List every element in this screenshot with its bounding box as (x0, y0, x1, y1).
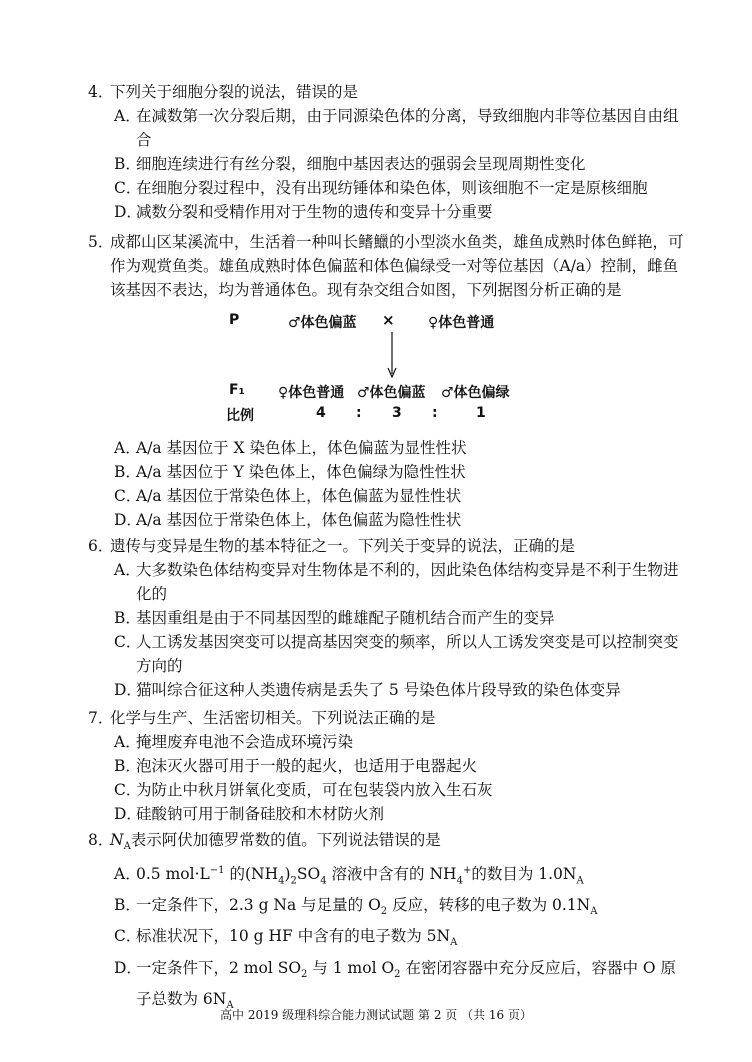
option-b[interactable]: B．细胞连续进行有丝分裂，细胞中基因表达的强弱会呈现周期性变化 (114, 155, 586, 173)
option-a[interactable]: A．掩埋废弃电池不会造成环境污染 (114, 733, 354, 751)
question-text: 下列关于细胞分裂的说法，错误的是 (110, 83, 359, 101)
ratio-label: 比例 (226, 408, 254, 424)
option-a[interactable]: A．大多数染色体结构变异对生物体是不利的，因此染色体结构变异是不利于生物进化的 (114, 561, 679, 603)
question-7-stem: 7．化学与生产、生活密切相关。下列说法正确的是 (88, 709, 436, 727)
f1-male-green: ♂体色偏绿 (441, 385, 510, 401)
down-arrow-icon (387, 332, 397, 378)
option-b[interactable]: B．一定条件下，2.3 g Na 与足量的 $O_2$ 反应，转移的电子数为 $0.1N_A$ (114, 896, 598, 918)
option-d[interactable]: D．A/a 基因位于常染色体上，体色偏蓝为隐性性状 (114, 511, 462, 529)
option-c[interactable]: C．为防止中秋月饼氧化变质，可在包装袋内放入生石灰 (114, 781, 493, 799)
p-label: P (229, 312, 240, 328)
ratio-value-1: 4 (316, 405, 326, 421)
question-8-stem: 8．$N_A$表示阿伏加德罗常数的值。下列说法错误的是 (88, 831, 441, 853)
option-d[interactable]: D．一定条件下，2 mol $SO_2$ 与 1 mol $O_2$ 在密闭容器中充分反应后，容器中 O 原子总数为 $6N_A$ (114, 958, 677, 1011)
p-female: ♀体色普通 (428, 315, 495, 331)
option-d[interactable]: D．猫叫综合征这种人类遗传病是丢失了 5 号染色体片段导致的染色体变异 (114, 681, 621, 699)
option-c[interactable]: C．A/a 基因位于常染色体上，体色偏蓝为显性性状 (114, 487, 462, 505)
question-5-options (88, 436, 688, 532)
question-7 (88, 706, 688, 826)
option-c[interactable]: C．人工诱发基因突变可以提高基因突变的频率，所以人工诱发突变是可以控制突变方向的 (114, 633, 679, 675)
option-d[interactable]: D．硅酸钠可用于制备硅胶和木材防火剂 (114, 805, 385, 823)
f1-female-normal: ♀体色普通 (278, 385, 345, 401)
option-d[interactable]: D．减数分裂和受精作用对于生物的遗传和变异十分重要 (114, 203, 493, 221)
ratio-separator: : (356, 405, 362, 421)
option-c[interactable]: C．在细胞分裂过程中，没有出现纺锤体和染色体，则该细胞不一定是原核细胞 (114, 179, 648, 197)
question-4 (88, 80, 688, 224)
question-6 (88, 534, 688, 702)
question-number: 4． (88, 83, 114, 101)
option-c[interactable]: C．标准状况下，10 g HF 中含有的电子数为 $5N_A$ (114, 927, 458, 949)
cross-symbol: × (382, 311, 395, 329)
question-8 (88, 828, 688, 1018)
f1-label: F₁ (229, 382, 245, 398)
option-a[interactable]: A．0.5 $mol\cdot L^{-1}$ 的$(NH_4)_2SO_4$ 溶液中含有的 $NH_4^+$的数目为 $1.0N_A$ (114, 865, 584, 887)
ratio-value-2: 3 (392, 405, 402, 421)
option-a[interactable]: A．在减数第一次分裂后期，由于同源染色体的分离，导致细胞内非等位基因自由组合 (114, 107, 679, 149)
option-b[interactable]: B．泡沫灭火器可用于一般的起火，也适用于电器起火 (114, 757, 478, 775)
ratio-value-3: 1 (476, 405, 486, 421)
option-a[interactable]: A．A/a 基因位于 X 染色体上，体色偏蓝为显性性状 (114, 439, 467, 457)
f1-male-blue: ♂体色偏蓝 (357, 385, 426, 401)
page-footer: 高中 2019 级理科综合能力测试试题 第 2 页 （共 16 页） (220, 1008, 532, 1022)
option-b[interactable]: B．A/a 基因位于 Y 染色体上，体色偏绿为隐性性状 (114, 463, 466, 481)
option-b[interactable]: B．基因重组是由于不同基因型的雌雄配子随机结合而产生的变异 (114, 609, 555, 627)
question-6-stem: 6．遗传与变异是生物的基本特征之一。下列关于变异的说法，正确的是 (88, 537, 576, 555)
p-male: ♂体色偏蓝 (288, 315, 357, 331)
question-4-stem (88, 80, 688, 104)
question-5 (88, 230, 688, 302)
question-5-stem: 5．成都山区某溪流中，生活着一种叫长鳍鱲的小型淡水鱼类，雄鱼成熟时体色鲜艳，可作为观赏鱼类。雄鱼成熟时体色偏蓝和体色偏绿受一对等位基因（A/a）控制，雌鱼该基因不表达，均为普通体色。现有杂交组合如图，下列据图分析正确的是 (88, 233, 684, 299)
ratio-separator: : (432, 405, 438, 421)
